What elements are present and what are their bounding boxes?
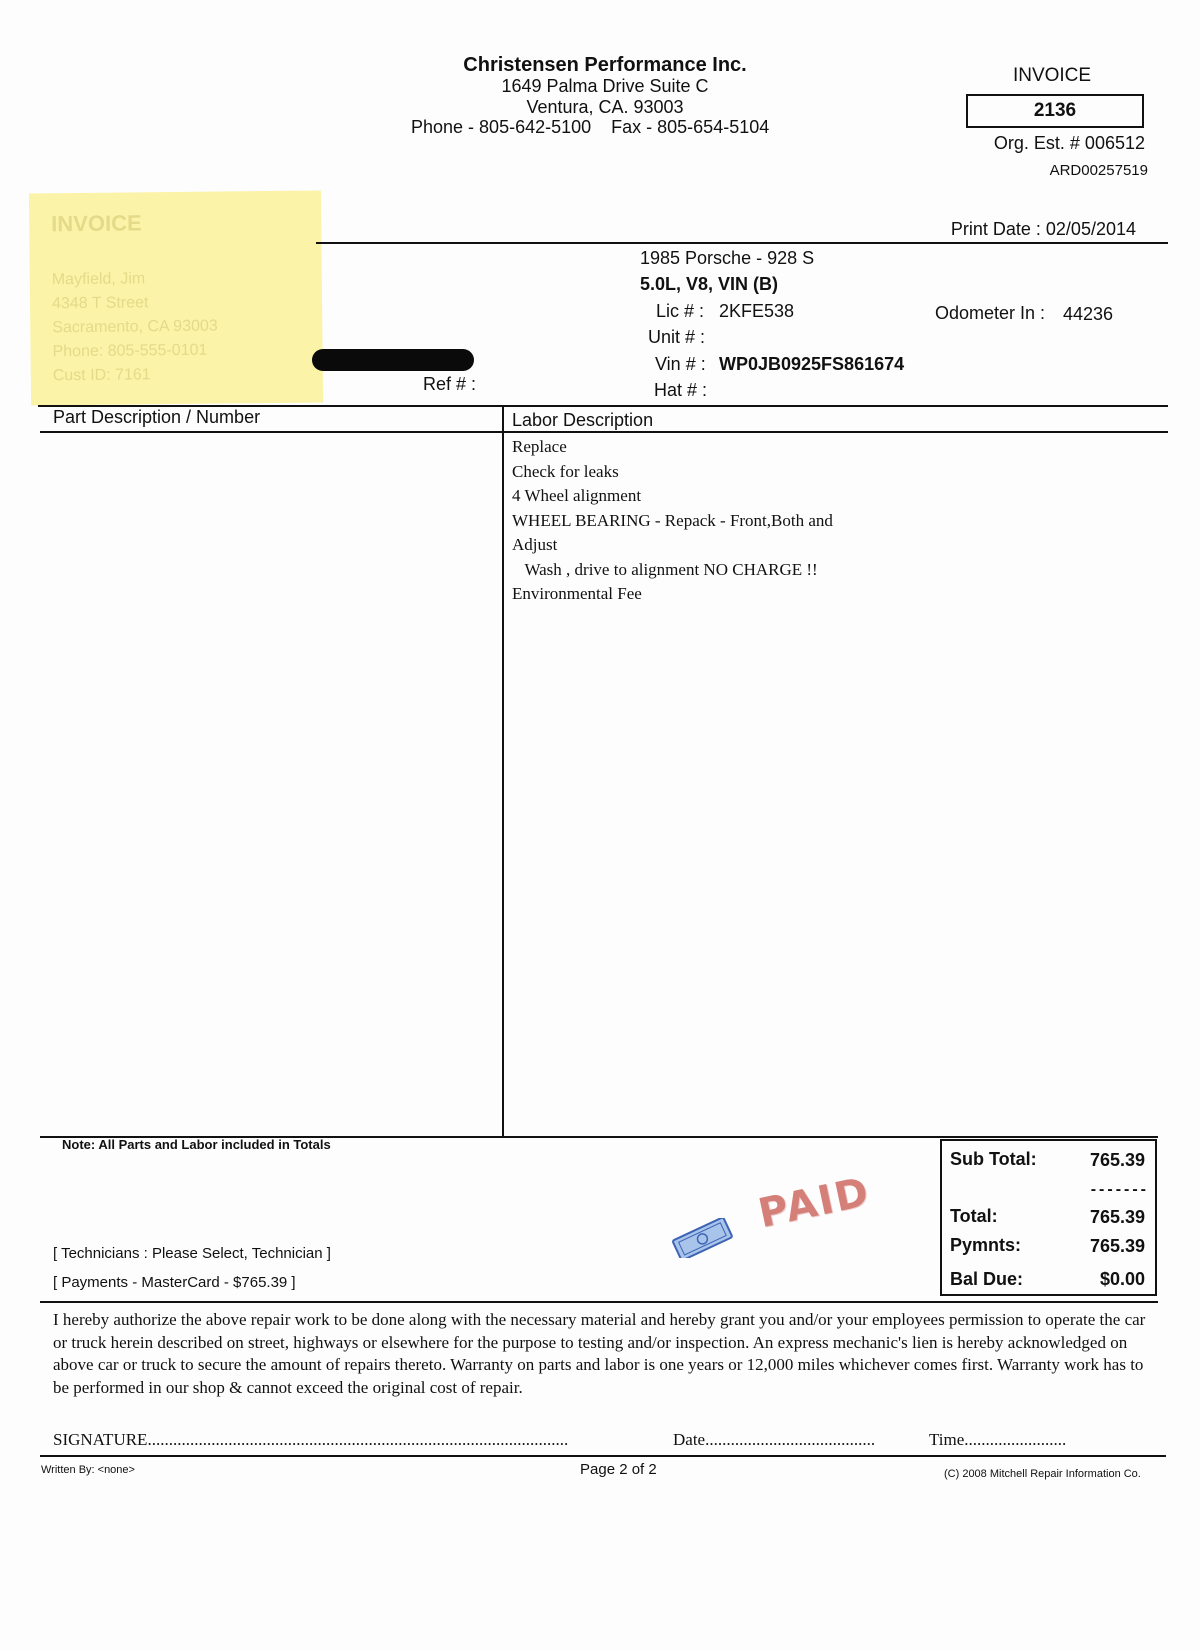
totals-dash-separator: ------- <box>1090 1181 1149 1198</box>
sticky-note <box>29 190 323 405</box>
unit-label: Unit # : <box>648 327 706 347</box>
vehicle-engine: 5.0L, V8, VIN (B) <box>640 274 779 294</box>
sticky-ghost-line: Cust ID: 7161 <box>52 366 151 385</box>
part-description-header: Part Description / Number <box>53 407 261 427</box>
notes-bottom-rule <box>40 1301 1158 1303</box>
license-value: 2KFE538 <box>719 301 795 321</box>
payments-line: [ Payments - MasterCard - $765.39 ] <box>53 1274 296 1291</box>
labor-description-header: Labor Description <box>512 410 654 430</box>
print-date: Print Date : 02/05/2014 <box>950 219 1136 239</box>
org-estimate-number: Org. Est. # 006512 <box>993 133 1145 153</box>
ard-code: ARD00257519 <box>1049 162 1148 179</box>
labor-line: WHEEL BEARING - Repack - Front,Both and <box>512 510 833 530</box>
sticky-ghost-line: INVOICE <box>51 210 142 237</box>
balance-due-value: $0.00 <box>1099 1269 1145 1289</box>
labor-line: Adjust <box>512 535 558 554</box>
company-name: Christensen Performance Inc. <box>463 54 747 76</box>
odometer-label: Odometer In : <box>935 303 1046 323</box>
invoice-label: INVOICE <box>1012 65 1092 86</box>
company-address-line1: 1649 Palma Drive Suite C <box>501 76 709 96</box>
technicians-line: [ Technicians : Please Select, Technician ] <box>53 1245 331 1262</box>
vin-label: Vin # : <box>655 354 706 374</box>
company-phone-fax: Phone - 805-642-5100 Fax - 805-654-5104 <box>411 117 770 137</box>
subtotal-value: 765.39 <box>1089 1150 1145 1170</box>
sticky-ghost-line: Mayfield, Jim <box>51 270 146 289</box>
sticky-ghost-line: Sacramento, CA 93003 <box>52 317 218 337</box>
total-value: 765.39 <box>1089 1207 1145 1227</box>
labor-line: Check for leaks <box>512 461 619 481</box>
labor-line: Replace <box>512 437 567 456</box>
balance-due-label: Bal Due: <box>950 1269 1024 1289</box>
subtotal-label: Sub Total: <box>950 1149 1037 1169</box>
ref-label: Ref # : <box>423 374 477 394</box>
odometer-value: 44236 <box>1063 304 1114 324</box>
written-by: Written By: <none> <box>41 1464 135 1476</box>
totals-note: Note: All Parts and Labor included in Totals <box>62 1137 331 1152</box>
payments-value: 765.39 <box>1089 1236 1145 1256</box>
sticky-ghost-line: 4348 T Street <box>51 294 149 313</box>
hat-label: Hat # : <box>654 380 708 400</box>
column-header-rule <box>40 431 1168 433</box>
license-label: Lic # : <box>656 301 705 321</box>
signature-rule <box>40 1455 1166 1457</box>
redaction-bar <box>312 349 474 371</box>
sticky-ghost-line: Phone: 805-555-0101 <box>52 341 208 361</box>
time-line: Time........................ <box>929 1430 1067 1449</box>
labor-line: Wash , drive to alignment NO CHARGE !! <box>512 559 818 579</box>
labor-line: Environmental Fee <box>512 584 642 603</box>
invoice-number: 2136 <box>966 94 1144 128</box>
paid-stamp: PAID <box>754 1168 875 1238</box>
company-address-line2: Ventura, CA. 93003 <box>526 97 684 117</box>
copyright: (C) 2008 Mitchell Repair Information Co. <box>944 1468 1141 1480</box>
authorization-text: I hereby authorize the above repair work to be done along with the necessary material and hereby grant you and/or your employees permission to operate the car or truck herein described on street, highways or elsewhere for the purpose to testing and/or inspection. An express mechanic's lien is hereby acknowledged on above car or truck to secure the amount of repairs thereto. Warranty on parts and labor is one years or 12,000 miles whichever comes first. Warranty work has to be performed in our shop & cannot exceed the original cost of repair. <box>53 1310 1146 1397</box>
total-label: Total: <box>950 1206 998 1226</box>
date-line: Date........................................ <box>673 1430 876 1449</box>
header-rule <box>316 242 1168 244</box>
labor-line: 4 Wheel alignment <box>512 486 642 505</box>
vehicle-model: 1985 Porsche - 928 S <box>640 248 815 268</box>
page-number: Page 2 of 2 <box>580 1461 657 1478</box>
payments-label: Pymnts: <box>950 1235 1022 1255</box>
column-divider <box>502 405 504 1137</box>
money-stamp-icon <box>670 1218 734 1263</box>
signature-line: SIGNATURE................................................................................................... <box>53 1430 569 1449</box>
labor-lines <box>512 435 833 607</box>
vin-value: WP0JB0925FS861674 <box>719 354 905 374</box>
totals-box <box>940 1139 1157 1296</box>
